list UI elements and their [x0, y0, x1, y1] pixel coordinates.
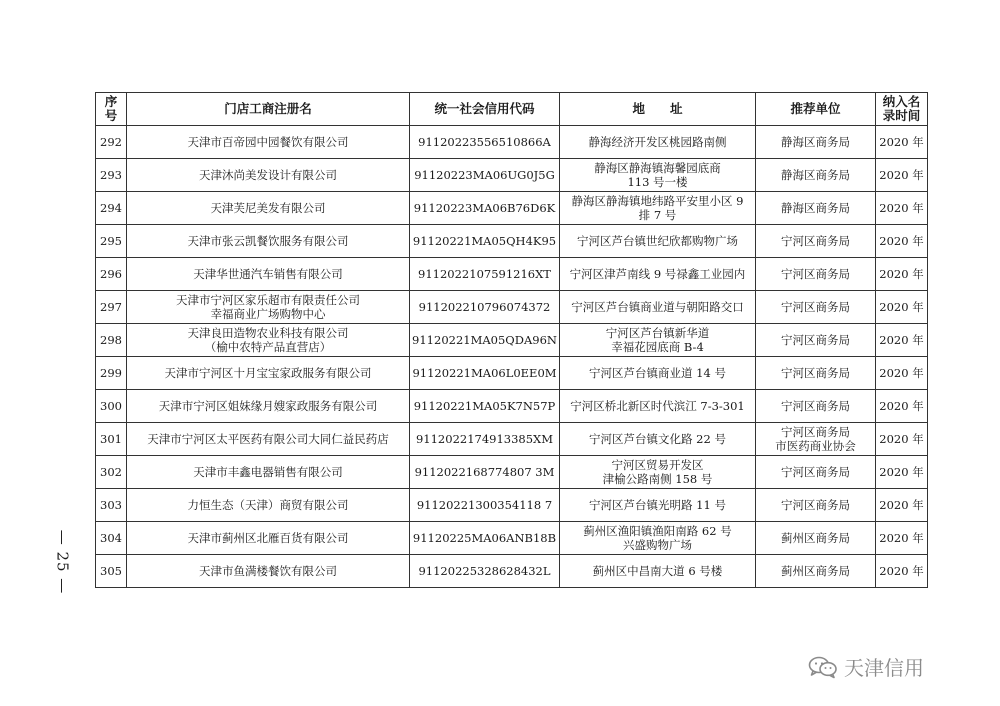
cell-recommender-line: 市医药商业协会: [775, 439, 856, 453]
cell-address-line: 宁河区芦台镇文化路 22 号: [589, 432, 726, 446]
cell-recommender: [756, 555, 876, 588]
table-body: [96, 126, 928, 588]
header-credit-code: 统一社会信用代码: [410, 93, 560, 126]
cell-address: [560, 423, 756, 456]
cell-credit-code: 91120221300354118 7: [410, 489, 560, 522]
cell-credit-code: 91120223MA06B76D6K: [410, 192, 560, 225]
cell-credit-code: 91120225MA06ANB18B: [410, 522, 560, 555]
cell-address: [560, 225, 756, 258]
cell-recommender: [756, 159, 876, 192]
cell-address: [560, 522, 756, 555]
cell-address: [560, 324, 756, 357]
table-row: [96, 390, 928, 423]
cell-store-name: [127, 126, 410, 159]
cell-address-line: 静海经济开发区桃园路南侧: [588, 135, 727, 149]
cell-store-name-line: 天津市宁河区十月宝宝家政服务有限公司: [164, 366, 372, 380]
cell-address-line: 宁河区芦台镇世纪欣都购物广场: [577, 234, 738, 248]
watermark-text: 天津信用: [844, 656, 924, 680]
cell-address: [560, 456, 756, 489]
cell-recommender: [756, 291, 876, 324]
cell-recommender: [756, 390, 876, 423]
cell-index: 301: [96, 423, 127, 456]
header-recommender: 推荐单位: [756, 93, 876, 126]
cell-recommender: [756, 126, 876, 159]
cell-credit-code: 91120221MA05K7N57P: [410, 390, 560, 423]
cell-credit-code: 911202210796074372: [410, 291, 560, 324]
cell-address-line: 宁河区芦台镇商业道 14 号: [589, 366, 726, 380]
cell-listed-year: 2020 年: [876, 225, 928, 258]
cell-recommender: [756, 324, 876, 357]
cell-recommender-line: 宁河区商务局: [781, 425, 850, 439]
cell-store-name-line: 天津市百帝园中园餐饮有限公司: [187, 135, 349, 149]
cell-listed-year: 2020 年: [876, 192, 928, 225]
cell-store-name-line: 天津市宁河区家乐超市有限责任公司: [176, 293, 360, 307]
table-row: [96, 555, 928, 588]
table-row: [96, 225, 928, 258]
cell-address: [560, 192, 756, 225]
cell-store-name-line: 天津华世通汽车销售有限公司: [193, 267, 343, 281]
cell-address-line: 宁河区桥北新区时代滨江 7-3-301: [570, 399, 745, 413]
cell-store-name: [127, 324, 410, 357]
cell-credit-code: 9112022168774807 3M: [410, 456, 560, 489]
cell-recommender-line: 宁河区商务局: [781, 333, 850, 347]
header-address: 地 址: [560, 93, 756, 126]
cell-store-name-line: 天津市鱼满楼餐饮有限公司: [199, 564, 337, 578]
cell-store-name-line: 天津市宁河区姐妹缘月嫂家政服务有限公司: [158, 399, 378, 413]
cell-index: 300: [96, 390, 127, 423]
watermark: [808, 652, 924, 681]
cell-recommender-line: 宁河区商务局: [781, 465, 850, 479]
cell-store-name-line: 天津良田造物农业科技有限公司: [187, 326, 349, 340]
cell-recommender-line: 宁河区商务局: [781, 234, 850, 248]
table-row: [96, 324, 928, 357]
cell-store-name: [127, 489, 410, 522]
cell-store-name: [127, 291, 410, 324]
page-number-text: — 25 —: [53, 529, 71, 595]
cell-listed-year: 2020 年: [876, 555, 928, 588]
cell-index: 294: [96, 192, 127, 225]
cell-credit-code: 91120223MA06UG0J5G: [410, 159, 560, 192]
cell-index: 302: [96, 456, 127, 489]
cell-address-line: 宁河区贸易开发区: [611, 458, 704, 472]
cell-recommender-line: 静海区商务局: [781, 201, 850, 215]
cell-store-name-line: 天津市丰鑫电器销售有限公司: [193, 465, 343, 479]
cell-address: [560, 489, 756, 522]
header-listed-year: 纳入名 录时间: [876, 93, 928, 126]
cell-address-line: 蓟州区渔阳镇渔阳南路 62 号: [583, 524, 732, 538]
cell-index: 293: [96, 159, 127, 192]
cell-index: 298: [96, 324, 127, 357]
cell-address: [560, 555, 756, 588]
cell-listed-year: 2020 年: [876, 522, 928, 555]
cell-credit-code: 91120223556510866A: [410, 126, 560, 159]
cell-address-line: 津榆公路南侧 158 号: [602, 472, 713, 486]
cell-listed-year: 2020 年: [876, 126, 928, 159]
cell-address: [560, 159, 756, 192]
cell-recommender-line: 静海区商务局: [781, 168, 850, 182]
cell-store-name: [127, 258, 410, 291]
cell-recommender: [756, 258, 876, 291]
cell-store-name-line: 力恒生态（天津）商贸有限公司: [187, 498, 349, 512]
cell-recommender: [756, 423, 876, 456]
cell-address: [560, 357, 756, 390]
cell-store-name: [127, 225, 410, 258]
table-row: [96, 357, 928, 390]
cell-index: 303: [96, 489, 127, 522]
cell-address-line: 兴盛购物广场: [623, 538, 692, 552]
cell-recommender: [756, 522, 876, 555]
cell-credit-code: 91120221MA05QDA96N: [410, 324, 560, 357]
table-row: [96, 522, 928, 555]
cell-store-name-line: 天津芙尼美发有限公司: [210, 201, 326, 215]
cell-index: 304: [96, 522, 127, 555]
cell-store-name-line: 天津市蓟州区北雁百货有限公司: [187, 531, 349, 545]
cell-address-line: 静海区静海镇地纬路平安里小区 9: [571, 194, 744, 208]
cell-credit-code: 9112022107591216XT: [410, 258, 560, 291]
table-row: [96, 258, 928, 291]
cell-address: [560, 390, 756, 423]
cell-recommender-line: 宁河区商务局: [781, 300, 850, 314]
table-header-row: [96, 93, 928, 126]
cell-address-line: 113 号一楼: [627, 175, 688, 189]
cell-listed-year: 2020 年: [876, 456, 928, 489]
cell-store-name-line: 幸福商业广场购物中心: [210, 307, 326, 321]
table-row: [96, 423, 928, 456]
table-row: [96, 159, 928, 192]
cell-store-name-line: 天津市张云凯餐饮服务有限公司: [187, 234, 349, 248]
cell-store-name: [127, 192, 410, 225]
cell-store-name: [127, 357, 410, 390]
cell-recommender: [756, 489, 876, 522]
cell-recommender-line: 宁河区商务局: [781, 267, 850, 281]
cell-store-name-line: 天津沐尚美发设计有限公司: [199, 168, 337, 182]
cell-address-line: 静海区静海镇海馨园底商: [594, 161, 721, 175]
cell-recommender-line: 宁河区商务局: [781, 399, 850, 413]
cell-listed-year: 2020 年: [876, 258, 928, 291]
table-row: [96, 192, 928, 225]
cell-store-name: [127, 456, 410, 489]
cell-store-name: [127, 555, 410, 588]
table-row: [96, 291, 928, 324]
cell-address-line: 幸福花园底商 B-4: [611, 340, 704, 354]
cell-address-line: 宁河区津芦南线 9 号禄鑫工业园内: [569, 267, 746, 281]
cell-store-name: [127, 390, 410, 423]
cell-recommender-line: 宁河区商务局: [781, 498, 850, 512]
table-row: [96, 126, 928, 159]
cell-index: 305: [96, 555, 127, 588]
table-row: [96, 489, 928, 522]
cell-listed-year: 2020 年: [876, 390, 928, 423]
header-index: 序 号: [96, 93, 127, 126]
cell-address-line: 宁河区芦台镇商业道与朝阳路交口: [571, 300, 744, 314]
cell-address: [560, 126, 756, 159]
page-number: [48, 523, 76, 601]
cell-index: 295: [96, 225, 127, 258]
cell-store-name: [127, 159, 410, 192]
cell-recommender-line: 宁河区商务局: [781, 366, 850, 380]
cell-credit-code: 91120221MA06L0EE0M: [410, 357, 560, 390]
cell-listed-year: 2020 年: [876, 324, 928, 357]
cell-listed-year: 2020 年: [876, 159, 928, 192]
cell-recommender-line: 蓟州区商务局: [781, 564, 850, 578]
cell-listed-year: 2020 年: [876, 423, 928, 456]
cell-credit-code: 91120225328628432L: [410, 555, 560, 588]
cell-address-line: 宁河区芦台镇光明路 11 号: [589, 498, 726, 512]
cell-recommender-line: 蓟州区商务局: [781, 531, 850, 545]
cell-credit-code: 91120221MA05QH4K95: [410, 225, 560, 258]
cell-address-line: 宁河区芦台镇新华道: [605, 326, 710, 340]
cell-recommender: [756, 456, 876, 489]
cell-index: 296: [96, 258, 127, 291]
wechat-icon: [808, 655, 838, 679]
cell-recommender: [756, 357, 876, 390]
cell-store-name-line: 天津市宁河区太平医药有限公司大同仁益民药店: [147, 432, 389, 446]
cell-address-line: 蓟州区中昌南大道 6 号楼: [592, 564, 723, 578]
store-registry-table: [95, 92, 928, 588]
cell-credit-code: 9112022174913385XM: [410, 423, 560, 456]
cell-listed-year: 2020 年: [876, 489, 928, 522]
cell-store-name-line: （榆中农特产品直营店）: [204, 340, 332, 354]
cell-store-name: [127, 423, 410, 456]
cell-listed-year: 2020 年: [876, 291, 928, 324]
table-row: [96, 456, 928, 489]
cell-index: 297: [96, 291, 127, 324]
cell-recommender: [756, 225, 876, 258]
cell-listed-year: 2020 年: [876, 357, 928, 390]
cell-index: 299: [96, 357, 127, 390]
cell-address: [560, 291, 756, 324]
cell-address-line: 排 7 号: [638, 208, 677, 222]
cell-store-name: [127, 522, 410, 555]
cell-recommender-line: 静海区商务局: [781, 135, 850, 149]
cell-address: [560, 258, 756, 291]
cell-index: 292: [96, 126, 127, 159]
cell-recommender: [756, 192, 876, 225]
header-store-name: 门店工商注册名: [127, 93, 410, 126]
